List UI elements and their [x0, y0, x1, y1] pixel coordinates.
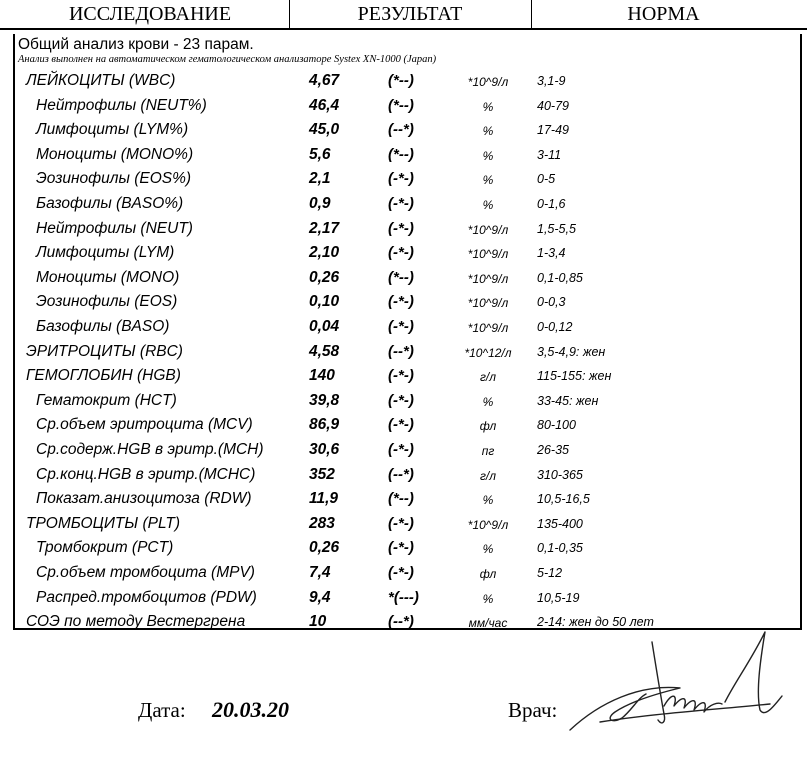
test-norm: 0,1-0,35	[537, 541, 583, 556]
test-unit: фл	[479, 567, 497, 581]
test-flag: (-*-)	[388, 441, 414, 458]
test-unit: фл	[479, 419, 497, 434]
test-unit: %	[482, 493, 494, 508]
table-header	[0, 0, 807, 30]
test-flag: (*--)	[388, 268, 414, 286]
test-name: Тромбокрит (PCT)	[36, 539, 174, 557]
test-unit: *10^9/л	[467, 75, 509, 89]
test-norm: 2-14: жен до 50 лет	[537, 615, 654, 630]
test-norm: 0-1,6	[537, 197, 566, 211]
test-unit: г/л	[479, 468, 497, 483]
test-unit: *10^9/л	[467, 517, 509, 532]
test-norm: 1-3,4	[537, 246, 566, 261]
test-norm: 33-45: жен	[537, 393, 599, 408]
test-name: Моноциты (MONO)	[36, 268, 180, 286]
test-flag: (-*-)	[388, 318, 414, 335]
test-name: Нейтрофилы (NEUT)	[36, 219, 193, 237]
test-name: Лимфоциты (LYM%)	[36, 121, 189, 139]
date-value: 20.03.20	[212, 697, 289, 722]
test-flag: (--*)	[388, 465, 414, 483]
test-unit: %	[482, 148, 494, 163]
table-row	[0, 562, 807, 586]
table-row	[0, 341, 807, 365]
test-value: 0,04	[309, 318, 340, 335]
test-value: 11,9	[309, 490, 339, 508]
header-study: ИССЛЕДОВАНИЕ	[68, 3, 232, 25]
test-unit: *10^9/л	[467, 321, 509, 335]
test-value: 46,4	[309, 96, 340, 114]
test-value: 0,26	[309, 539, 340, 557]
table-row	[0, 193, 807, 217]
test-norm: 10,5-19	[537, 590, 580, 605]
test-norm: 5-12	[537, 566, 563, 580]
test-name: Нейтрофилы (NEUT%)	[36, 96, 207, 114]
test-norm: 17-49	[537, 123, 569, 138]
analysis-title: Общий анализ крови - 23 парам.	[18, 36, 254, 53]
test-name: Базофилы (BASO)	[36, 318, 170, 335]
table-row	[0, 316, 807, 340]
test-unit: %	[482, 124, 494, 139]
test-flag: (-*-)	[388, 416, 414, 434]
table-row	[0, 365, 807, 389]
table-row	[0, 144, 807, 168]
test-norm: 26-35	[537, 443, 569, 457]
test-value: 4,67	[309, 72, 340, 89]
test-name: ЛЕЙКОЦИТЫ (WBC)	[26, 72, 176, 89]
table-row	[0, 70, 807, 94]
test-unit: %	[482, 99, 494, 114]
test-name: Ср.конц.HGB в эритр.(MCHC)	[36, 465, 256, 483]
test-name: Распред.тромбоцитов (PDW)	[36, 588, 257, 606]
test-norm: 310-365	[537, 467, 583, 482]
test-unit: *10^9/л	[467, 296, 509, 311]
test-value: 7,4	[309, 564, 331, 581]
analysis-subtitle: Анализ выполнен на автоматическом гематологическом анализаторе Systex XN-1000 (Japan)	[18, 54, 437, 65]
test-unit: *10^9/л	[467, 271, 509, 286]
test-value: 140	[309, 367, 335, 385]
table-row	[0, 119, 807, 143]
test-unit: *10^9/л	[467, 247, 509, 262]
test-flag: (--*)	[388, 121, 414, 139]
test-unit: %	[482, 198, 494, 212]
test-unit: %	[482, 394, 494, 409]
header-result: РЕЗУЛЬТАТ	[357, 3, 463, 25]
table-row	[0, 390, 807, 414]
test-unit: *10^12/л	[464, 345, 512, 360]
table-row	[0, 488, 807, 512]
test-name: Эозинофилы (EOS)	[36, 293, 178, 311]
test-flag: (*--)	[388, 490, 414, 508]
test-flag: (*--)	[388, 72, 414, 89]
test-flag: (-*-)	[388, 195, 414, 212]
test-flag: (-*-)	[388, 564, 414, 581]
test-unit: %	[482, 542, 494, 557]
doctor-label: Врач:	[508, 698, 558, 722]
test-norm: 80-100	[537, 418, 576, 433]
test-flag: *(---)	[388, 588, 419, 606]
test-unit: *10^9/л	[467, 222, 509, 237]
test-unit: %	[482, 173, 494, 188]
test-norm: 0,1-0,85	[537, 270, 583, 285]
test-flag: (*--)	[388, 145, 414, 163]
test-unit: г/л	[479, 370, 497, 385]
test-norm: 40-79	[537, 98, 569, 113]
table-row	[0, 95, 807, 119]
test-unit: %	[482, 591, 494, 606]
test-flag: (-*-)	[388, 244, 414, 262]
date-label: Дата:	[138, 698, 186, 722]
test-flag: (*--)	[388, 96, 414, 114]
test-norm: 3-11	[537, 147, 562, 162]
test-value: 39,8	[309, 391, 340, 409]
test-name: ТРОМБОЦИТЫ (PLT)	[26, 514, 181, 532]
test-flag: (-*-)	[388, 514, 414, 532]
test-value: 352	[309, 465, 335, 483]
test-name: Гематокрит (HCT)	[36, 391, 177, 409]
test-value: 2,10	[309, 244, 340, 262]
test-name: Ср.содерж.HGB в эритр.(MCH)	[36, 441, 264, 458]
test-value: 2,17	[309, 219, 340, 237]
test-norm: 1,5-5,5	[537, 221, 576, 236]
doctor-signature	[560, 622, 790, 762]
test-name: ГЕМОГЛОБИН (HGB)	[26, 367, 181, 385]
header-norm: НОРМА	[627, 3, 700, 25]
test-value: 86,9	[309, 416, 340, 434]
test-value: 2,1	[309, 170, 331, 188]
table-row	[0, 439, 807, 463]
table-row	[0, 414, 807, 438]
test-name: Эозинофилы (EOS%)	[36, 170, 192, 188]
test-value: 5,6	[309, 145, 331, 163]
test-flag: (-*-)	[388, 170, 414, 188]
table-row	[0, 267, 807, 291]
test-norm: 3,1-9	[537, 74, 566, 88]
test-unit: пг	[481, 444, 495, 458]
test-name: ЭРИТРОЦИТЫ (RBC)	[26, 342, 183, 360]
test-value: 0,10	[309, 293, 340, 311]
test-flag: (-*-)	[388, 293, 414, 311]
test-norm: 0-5	[537, 172, 556, 187]
table-row	[0, 537, 807, 561]
table-row	[0, 242, 807, 266]
test-name: Лимфоциты (LYM)	[36, 244, 175, 262]
table-row	[0, 218, 807, 242]
test-value: 0,26	[309, 268, 340, 286]
test-name: Показат.анизоцитоза (RDW)	[36, 490, 252, 508]
test-flag: (--*)	[388, 613, 414, 631]
test-value: 4,58	[309, 342, 340, 360]
test-name: Ср.объем эритроцита (MCV)	[36, 416, 253, 434]
table-row	[0, 291, 807, 315]
test-value: 10	[309, 613, 327, 631]
test-norm: 3,5-4,9: жен	[537, 344, 606, 359]
table-row	[0, 464, 807, 488]
test-name: Ср.объем тромбоцита (MPV)	[36, 564, 255, 581]
test-norm: 10,5-16,5	[537, 492, 590, 507]
test-flag: (-*-)	[388, 367, 414, 385]
test-norm: 0-0,12	[537, 320, 573, 334]
test-value: 9,4	[309, 588, 331, 606]
table-row	[0, 513, 807, 537]
test-flag: (-*-)	[388, 539, 414, 557]
test-norm: 115-155: жен	[537, 369, 612, 384]
test-value: 283	[309, 514, 335, 532]
table-row	[0, 168, 807, 192]
test-name: СОЭ по методу Вестергрена	[26, 613, 246, 631]
test-value: 30,6	[309, 441, 340, 458]
test-flag: (--*)	[388, 342, 414, 360]
test-value: 45,0	[309, 121, 340, 139]
test-name: Моноциты (MONO%)	[36, 145, 194, 163]
test-value: 0,9	[309, 195, 331, 212]
test-unit: мм/час	[468, 616, 508, 631]
test-flag: (-*-)	[388, 219, 414, 237]
test-norm: 0-0,3	[537, 295, 566, 310]
test-flag: (-*-)	[388, 391, 414, 409]
test-name: Базофилы (BASO%)	[36, 195, 184, 212]
test-norm: 135-400	[537, 516, 583, 531]
table-row	[0, 587, 807, 611]
